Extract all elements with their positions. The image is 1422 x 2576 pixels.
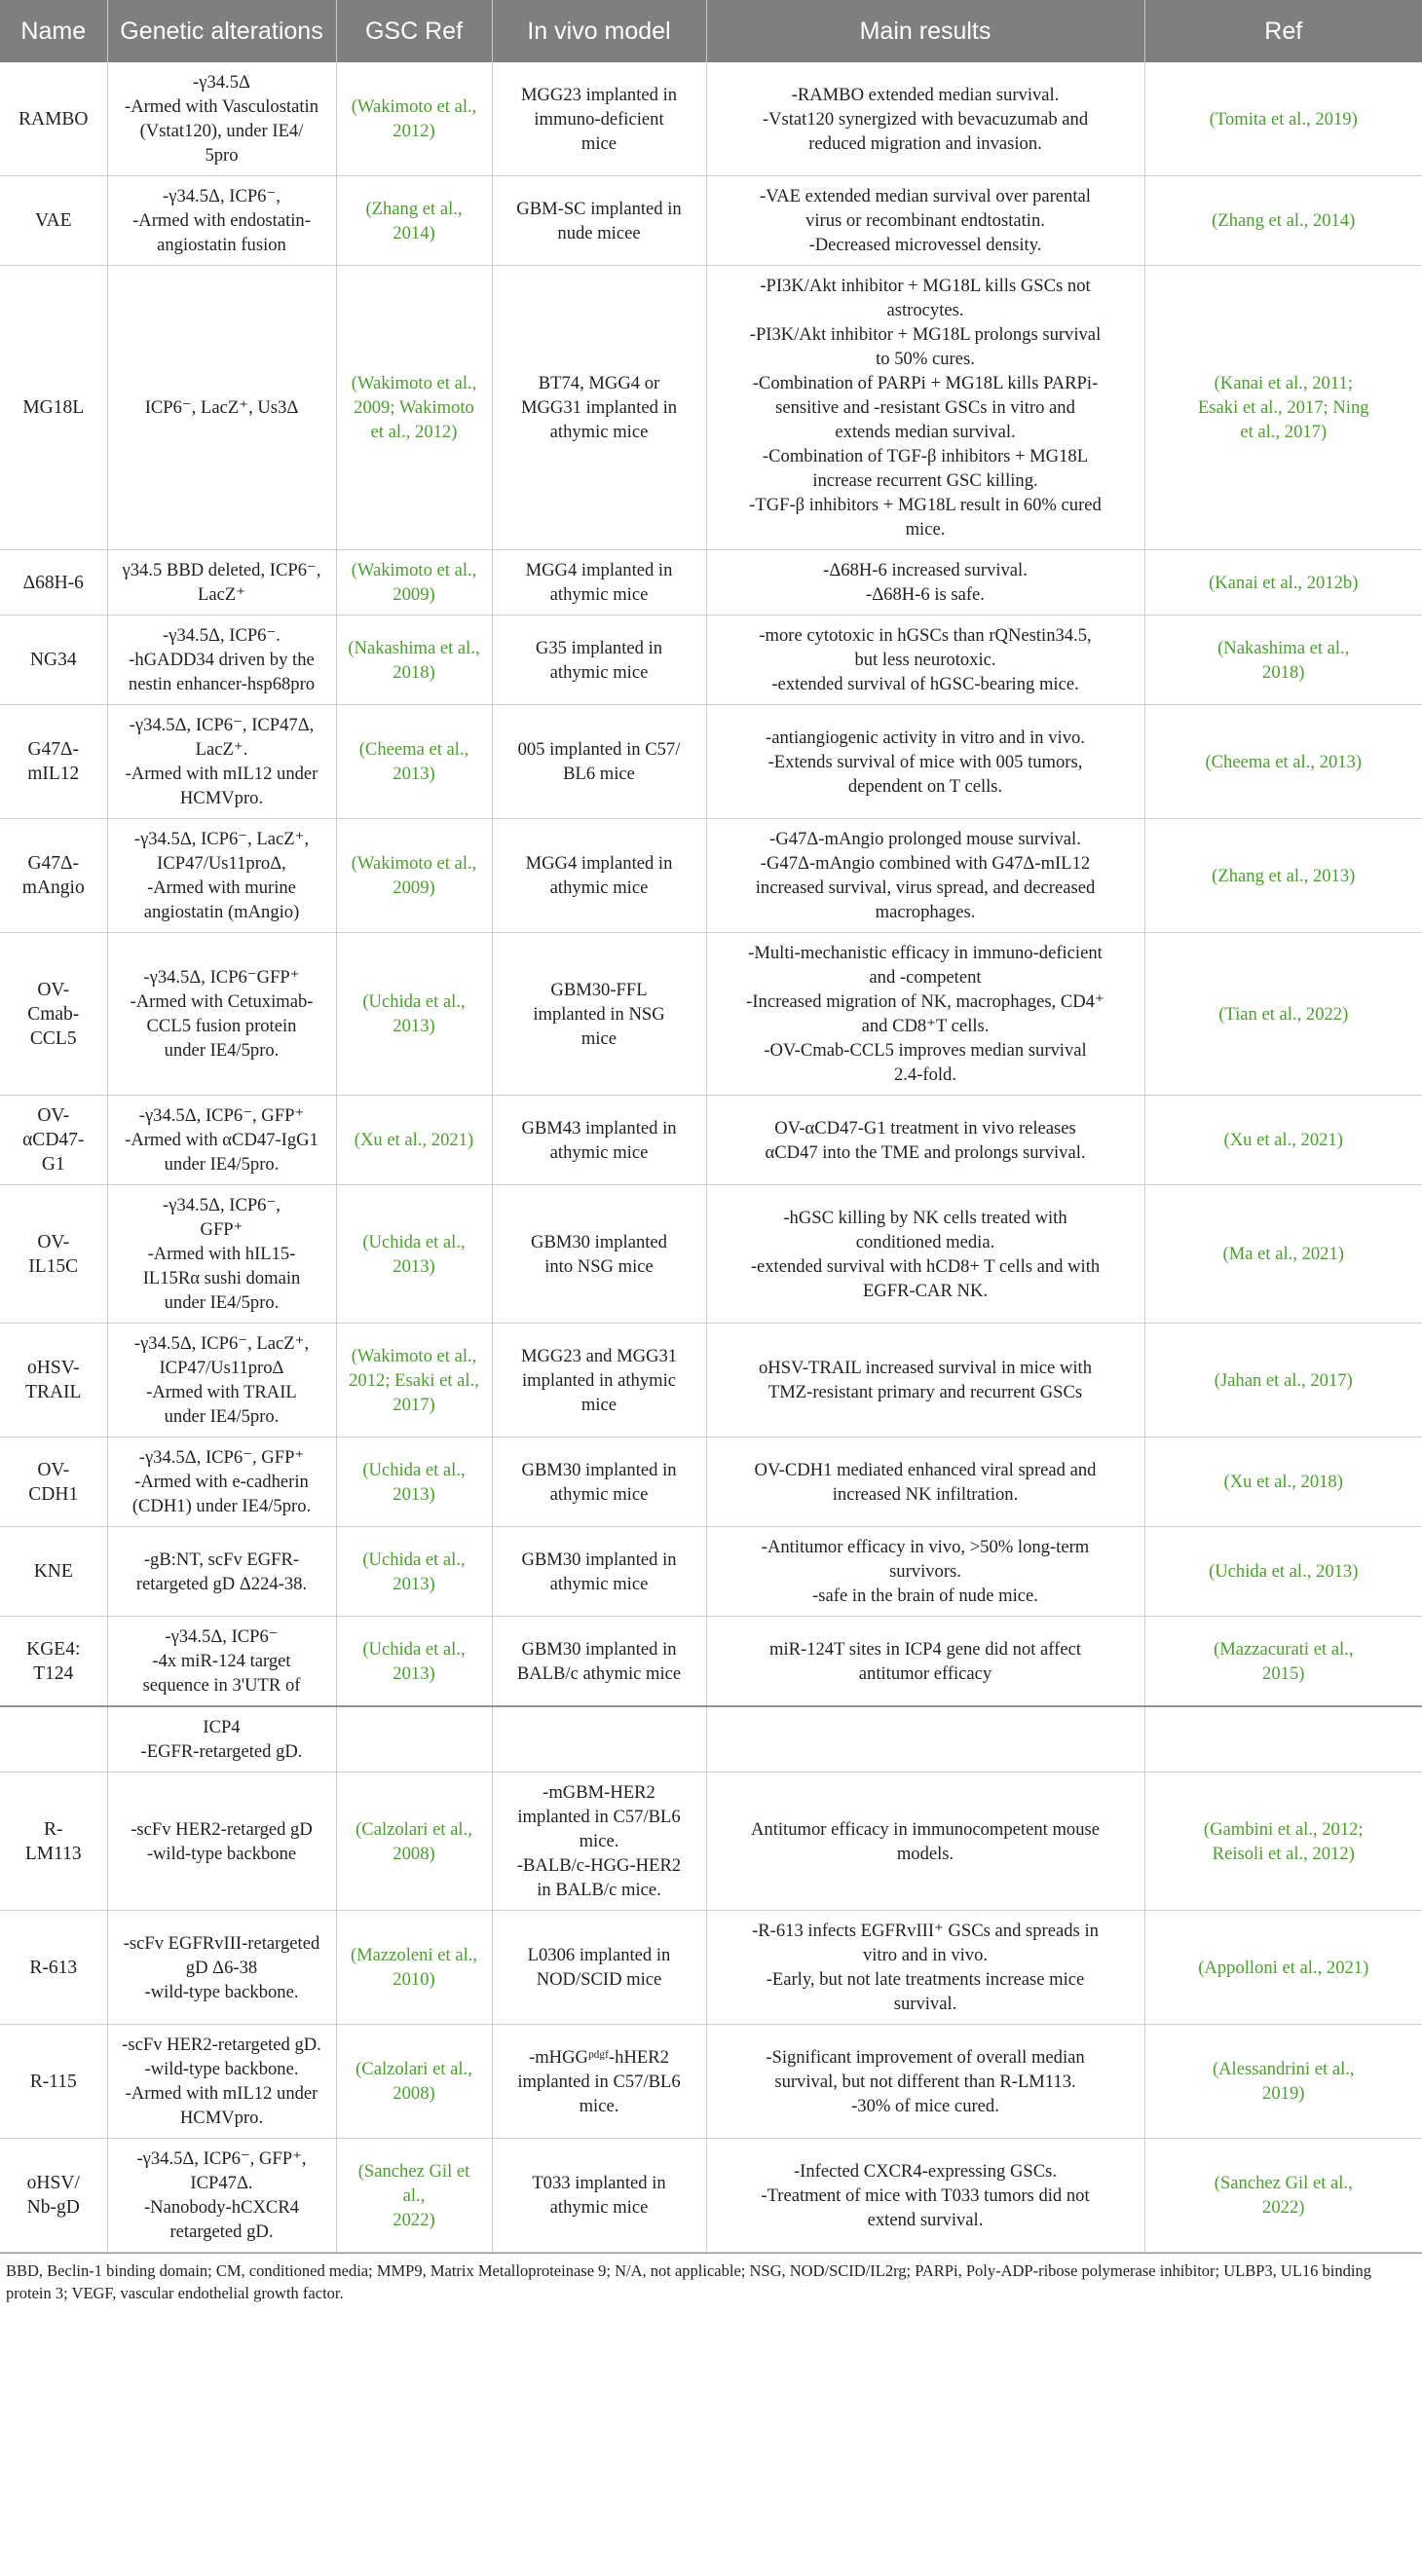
- table-row: [0, 705, 1422, 819]
- cell-main-results: -RAMBO extended median survival. -Vstat120 synergized with bevacuzumab and reduced migration and invasion.: [706, 62, 1144, 176]
- header-name: Name: [0, 0, 107, 62]
- table-row: [0, 1096, 1422, 1185]
- cell-name: [0, 1706, 107, 1773]
- cell-main-results: -PI3K/Akt inhibitor + MG18L kills GSCs not astrocytes. -PI3K/Akt inhibitor + MG18L prolongs survival to 50% cures. -Combination of PARPi + MG18L kills PARPi- sensitive and -resistant GSCs in vitro and extends median survival. -Combination of TGF-β inhibitors + MG18L increase recurrent GSC killing. -TGF-β inhibitors + MG18L result in 60% cured mice.: [706, 266, 1144, 550]
- cell-ref: (Gambini et al., 2012; Reisoli et al., 2012): [1144, 1773, 1422, 1911]
- cell-name: R-613: [0, 1911, 107, 2025]
- cell-ref: [1144, 1706, 1422, 1773]
- cell-name: OV- Cmab- CCL5: [0, 933, 107, 1096]
- cell-main-results: -Δ68H-6 increased survival. -Δ68H-6 is safe.: [706, 550, 1144, 616]
- table-row: [0, 550, 1422, 616]
- cell-name: OV- IL15C: [0, 1185, 107, 1324]
- table-row: [0, 2025, 1422, 2139]
- header-in-vivo-model: In vivo model: [492, 0, 706, 62]
- cell-name: R-115: [0, 2025, 107, 2139]
- table-row: [0, 176, 1422, 266]
- cell-genetic-alterations: -γ34.5Δ, ICP6⁻, -Armed with endostatin- angiostatin fusion: [107, 176, 336, 266]
- cell-name: OV- αCD47- G1: [0, 1096, 107, 1185]
- cell-name: KNE: [0, 1527, 107, 1617]
- cell-main-results: -more cytotoxic in hGSCs than rQNestin34.5, but less neurotoxic. -extended survival of hGSC-bearing mice.: [706, 616, 1144, 705]
- table-row: [0, 1185, 1422, 1324]
- cell-main-results: -Significant improvement of overall median survival, but not different than R-LM113. -30% of mice cured.: [706, 2025, 1144, 2139]
- table-row: [0, 933, 1422, 1096]
- table-row: [0, 1324, 1422, 1437]
- cell-name: Δ68H-6: [0, 550, 107, 616]
- header-genetic-alterations: Genetic alterations: [107, 0, 336, 62]
- cell-main-results: OV-CDH1 mediated enhanced viral spread and increased NK infiltration.: [706, 1437, 1144, 1527]
- cell-genetic-alterations: -γ34.5Δ, ICP6⁻GFP⁺ -Armed with Cetuximab- CCL5 fusion protein under IE4/5pro.: [107, 933, 336, 1096]
- cell-gsc-ref: (Wakimoto et al., 2012): [336, 62, 492, 176]
- cell-ref: (Cheema et al., 2013): [1144, 705, 1422, 819]
- cell-ref: (Zhang et al., 2013): [1144, 819, 1422, 933]
- cell-name: OV- CDH1: [0, 1437, 107, 1527]
- cell-genetic-alterations: -γ34.5Δ, ICP6⁻, ICP47Δ, LacZ⁺. -Armed with mIL12 under HCMVpro.: [107, 705, 336, 819]
- cell-in-vivo-model: G35 implanted in athymic mice: [492, 616, 706, 705]
- cell-ref: (Xu et al., 2021): [1144, 1096, 1422, 1185]
- cell-in-vivo-model: GBM-SC implanted in nude micee: [492, 176, 706, 266]
- cell-ref: (Alessandrini et al., 2019): [1144, 2025, 1422, 2139]
- cell-gsc-ref: (Sanchez Gil et al., 2022): [336, 2139, 492, 2253]
- cell-in-vivo-model: 005 implanted in C57/ BL6 mice: [492, 705, 706, 819]
- cell-ref: (Kanai et al., 2011; Esaki et al., 2017; Ning et al., 2017): [1144, 266, 1422, 550]
- cell-ref: (Nakashima et al., 2018): [1144, 616, 1422, 705]
- cell-main-results: Antitumor efficacy in immunocompetent mouse models.: [706, 1773, 1144, 1911]
- cell-name: oHSV/ Nb-gD: [0, 2139, 107, 2253]
- table-row: [0, 819, 1422, 933]
- cell-name: KGE4: T124: [0, 1617, 107, 1707]
- cell-main-results: -Multi-mechanistic efficacy in immuno-deficient and -competent -Increased migration of NK, macrophages, CD4⁺ and CD8⁺T cells. -OV-Cmab-CCL5 improves median survival 2.4-fold.: [706, 933, 1144, 1096]
- table-row: [0, 1911, 1422, 2025]
- cell-gsc-ref: (Wakimoto et al., 2012; Esaki et al., 2017): [336, 1324, 492, 1437]
- cell-gsc-ref: (Zhang et al., 2014): [336, 176, 492, 266]
- cell-genetic-alterations: -γ34.5Δ, ICP6⁻, GFP⁺, ICP47Δ. -Nanobody-hCXCR4 retargeted gD.: [107, 2139, 336, 2253]
- cell-main-results: -antiangiogenic activity in vitro and in vivo. -Extends survival of mice with 005 tumors, dependent on T cells.: [706, 705, 1144, 819]
- cell-name: VAE: [0, 176, 107, 266]
- table-row: [0, 266, 1422, 550]
- cell-genetic-alterations: -γ34.5Δ, ICP6⁻, GFP⁺ -Armed with e-cadherin (CDH1) under IE4/5pro.: [107, 1437, 336, 1527]
- table-row: [0, 2139, 1422, 2253]
- table-row: [0, 1437, 1422, 1527]
- cell-gsc-ref: (Calzolari et al., 2008): [336, 2025, 492, 2139]
- cell-genetic-alterations: -scFv EGFRvIII-retargeted gD Δ6-38 -wild-type backbone.: [107, 1911, 336, 2025]
- table-footnote: BBD, Beclin-1 binding domain; CM, conditioned media; MMP9, Matrix Metalloproteinase 9; N/A, not applicable; NSG, NOD/SCID/IL2rg; PARPi, Poly-ADP-ribose polymerase inhibitor; ULBP3, UL16 binding protein 3; VEGF, vascular endothelial growth factor.: [0, 2253, 1422, 2304]
- cell-in-vivo-model: L0306 implanted in NOD/SCID mice: [492, 1911, 706, 2025]
- cell-ref: (Sanchez Gil et al., 2022): [1144, 2139, 1422, 2253]
- cell-genetic-alterations: ICP4 -EGFR-retargeted gD.: [107, 1706, 336, 1773]
- cell-genetic-alterations: ICP6⁻, LacZ⁺, Us3Δ: [107, 266, 336, 550]
- cell-main-results: oHSV-TRAIL increased survival in mice with TMZ-resistant primary and recurrent GSCs: [706, 1324, 1144, 1437]
- cell-in-vivo-model: GBM43 implanted in athymic mice: [492, 1096, 706, 1185]
- table-row: [0, 616, 1422, 705]
- cell-gsc-ref: (Calzolari et al., 2008): [336, 1773, 492, 1911]
- table-row: [0, 62, 1422, 176]
- cell-gsc-ref: (Uchida et al., 2013): [336, 1185, 492, 1324]
- cell-gsc-ref: (Xu et al., 2021): [336, 1096, 492, 1185]
- cell-name: G47Δ- mAngio: [0, 819, 107, 933]
- cell-ref: (Tomita et al., 2019): [1144, 62, 1422, 176]
- cell-genetic-alterations: -scFv HER2-retarged gD -wild-type backbone: [107, 1773, 336, 1911]
- header-gsc-ref: GSC Ref: [336, 0, 492, 62]
- cell-name: oHSV- TRAIL: [0, 1324, 107, 1437]
- cell-ref: (Jahan et al., 2017): [1144, 1324, 1422, 1437]
- cell-genetic-alterations: -γ34.5Δ, ICP6⁻, LacZ⁺, ICP47/Us11proΔ -Armed with TRAIL under IE4/5pro.: [107, 1324, 336, 1437]
- cell-main-results: -G47Δ-mAngio prolonged mouse survival. -G47Δ-mAngio combined with G47Δ-mIL12 increased survival, virus spread, and decreased macrophages.: [706, 819, 1144, 933]
- cell-in-vivo-model: GBM30 implanted in athymic mice: [492, 1437, 706, 1527]
- header-main-results: Main results: [706, 0, 1144, 62]
- cell-name: NG34: [0, 616, 107, 705]
- cell-name: RAMBO: [0, 62, 107, 176]
- cell-name: MG18L: [0, 266, 107, 550]
- cell-name: G47Δ- mIL12: [0, 705, 107, 819]
- cell-ref: (Uchida et al., 2013): [1144, 1527, 1422, 1617]
- cell-ref: (Zhang et al., 2014): [1144, 176, 1422, 266]
- cell-genetic-alterations: -γ34.5Δ, ICP6⁻ -4x miR-124 target sequence in 3'UTR of: [107, 1617, 336, 1707]
- cell-gsc-ref: (Wakimoto et al., 2009): [336, 550, 492, 616]
- cell-main-results: -hGSC killing by NK cells treated with conditioned media. -extended survival with hCD8+ T cells and with EGFR-CAR NK.: [706, 1185, 1144, 1324]
- cell-in-vivo-model: GBM30 implanted in BALB/c athymic mice: [492, 1617, 706, 1707]
- cell-ref: (Xu et al., 2018): [1144, 1437, 1422, 1527]
- cell-gsc-ref: (Nakashima et al., 2018): [336, 616, 492, 705]
- cell-in-vivo-model: MGG23 implanted in immuno-deficient mice: [492, 62, 706, 176]
- cell-genetic-alterations: -scFv HER2-retargeted gD. -wild-type backbone. -Armed with mIL12 under HCMVpro.: [107, 2025, 336, 2139]
- cell-main-results: miR-124T sites in ICP4 gene did not affect antitumor efficacy: [706, 1617, 1144, 1707]
- cell-ref: (Ma et al., 2021): [1144, 1185, 1422, 1324]
- cell-gsc-ref: [336, 1706, 492, 1773]
- table-row: [0, 1617, 1422, 1707]
- cell-genetic-alterations: -γ34.5Δ, ICP6⁻. -hGADD34 driven by the nestin enhancer-hsp68pro: [107, 616, 336, 705]
- cell-gsc-ref: (Mazzoleni et al., 2010): [336, 1911, 492, 2025]
- table-header-row: [0, 0, 1422, 62]
- table-row: [0, 1527, 1422, 1617]
- table-row: [0, 1773, 1422, 1911]
- cell-ref: (Tian et al., 2022): [1144, 933, 1422, 1096]
- cell-genetic-alterations: -γ34.5Δ, ICP6⁻, GFP⁺ -Armed with hIL15- IL15Rα sushi domain under IE4/5pro.: [107, 1185, 336, 1324]
- cell-in-vivo-model: MGG4 implanted in athymic mice: [492, 819, 706, 933]
- cell-gsc-ref: (Wakimoto et al., 2009; Wakimoto et al., 2012): [336, 266, 492, 550]
- cell-main-results: -Antitumor efficacy in vivo, >50% long-term survivors. -safe in the brain of nude mice.: [706, 1527, 1144, 1617]
- cell-name: R- LM113: [0, 1773, 107, 1911]
- cell-in-vivo-model: GBM30-FFL implanted in NSG mice: [492, 933, 706, 1096]
- cell-in-vivo-model: BT74, MGG4 or MGG31 implanted in athymic mice: [492, 266, 706, 550]
- cell-gsc-ref: (Uchida et al., 2013): [336, 1617, 492, 1707]
- table-body: [0, 62, 1422, 2253]
- cell-ref: (Kanai et al., 2012b): [1144, 550, 1422, 616]
- cell-genetic-alterations: -γ34.5Δ, ICP6⁻, GFP⁺ -Armed with αCD47-IgG1 under IE4/5pro.: [107, 1096, 336, 1185]
- cell-gsc-ref: (Cheema et al., 2013): [336, 705, 492, 819]
- cell-genetic-alterations: -γ34.5Δ -Armed with Vasculostatin (Vstat120), under IE4/ 5pro: [107, 62, 336, 176]
- cell-in-vivo-model: T033 implanted in athymic mice: [492, 2139, 706, 2253]
- cell-in-vivo-model: GBM30 implanted in athymic mice: [492, 1527, 706, 1617]
- cell-gsc-ref: (Uchida et al., 2013): [336, 1437, 492, 1527]
- cell-ref: (Mazzacurati et al., 2015): [1144, 1617, 1422, 1707]
- cell-in-vivo-model: -mHGGᵖᵈᵍᶠ-hHER2 implanted in C57/BL6 mice.: [492, 2025, 706, 2139]
- cell-genetic-alterations: -gB:NT, scFv EGFR- retargeted gD Δ224-38.: [107, 1527, 336, 1617]
- cell-ref: (Appolloni et al., 2021): [1144, 1911, 1422, 2025]
- cell-in-vivo-model: -mGBM-HER2 implanted in C57/BL6 mice. -BALB/c-HGG-HER2 in BALB/c mice.: [492, 1773, 706, 1911]
- cell-main-results: OV-αCD47-G1 treatment in vivo releases αCD47 into the TME and prolongs survival.: [706, 1096, 1144, 1185]
- cell-main-results: -Infected CXCR4-expressing GSCs. -Treatment of mice with T033 tumors did not extend survival.: [706, 2139, 1144, 2253]
- cell-gsc-ref: (Uchida et al., 2013): [336, 1527, 492, 1617]
- table-row: [0, 1706, 1422, 1773]
- cell-gsc-ref: (Wakimoto et al., 2009): [336, 819, 492, 933]
- header-ref: Ref: [1144, 0, 1422, 62]
- cell-genetic-alterations: -γ34.5Δ, ICP6⁻, LacZ⁺, ICP47/Us11proΔ, -Armed with murine angiostatin (mAngio): [107, 819, 336, 933]
- cell-main-results: -R-613 infects EGFRvIII⁺ GSCs and spreads in vitro and in vivo. -Early, but not late treatments increase mice survival.: [706, 1911, 1144, 2025]
- cell-gsc-ref: (Uchida et al., 2013): [336, 933, 492, 1096]
- cell-in-vivo-model: MGG4 implanted in athymic mice: [492, 550, 706, 616]
- cell-genetic-alterations: γ34.5 BBD deleted, ICP6⁻, LacZ⁺: [107, 550, 336, 616]
- cell-in-vivo-model: GBM30 implanted into NSG mice: [492, 1185, 706, 1324]
- cell-main-results: -VAE extended median survival over parental virus or recombinant endtostatin. -Decreased microvessel density.: [706, 176, 1144, 266]
- cell-main-results: [706, 1706, 1144, 1773]
- cell-in-vivo-model: [492, 1706, 706, 1773]
- cell-in-vivo-model: MGG23 and MGG31 implanted in athymic mice: [492, 1324, 706, 1437]
